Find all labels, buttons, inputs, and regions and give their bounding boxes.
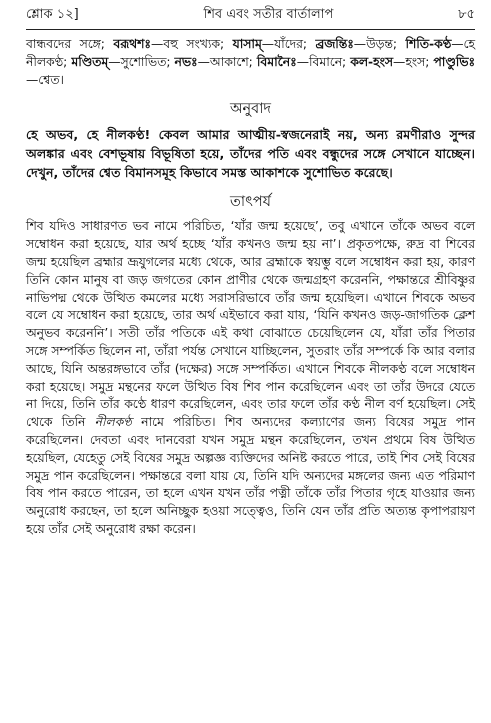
synonym-run: নভঃ <box>174 54 198 69</box>
synonym-run: —বিমানে; <box>296 54 351 69</box>
synonym-run: —শ্বেত। <box>26 72 64 87</box>
chapter-running-title: শিব এবং সতীর বার্তালাপ <box>203 7 334 22</box>
synonym-run: —সুশোভিত; <box>108 54 175 69</box>
word-synonyms <box>26 36 475 89</box>
synonym-run: —আকাশে; <box>197 54 257 69</box>
synonym-run: যাসাম্ <box>232 37 262 51</box>
synonym-run: —যাঁদের; <box>261 37 316 51</box>
purport-heading: তাৎপর্য <box>229 194 272 211</box>
synonym-run: মণ্ডিতম্ <box>71 54 109 69</box>
translation-heading: অনুবাদ <box>229 101 272 118</box>
synonym-run: —হংস; <box>393 54 434 69</box>
synonym-run: কল-হংস <box>350 54 394 69</box>
synonym-run: —উড়ন্ত; <box>353 37 406 51</box>
page-content <box>26 36 475 539</box>
synonym-run: পাণ্ডুভিঃ <box>433 54 475 69</box>
purport-run: নামে পরিচিত। শিব অন্যদের কল্যাণের জন্য বিষের সমুদ্র পান করেছিলেন। দেবতা এবং দানবেরা যখন সমুদ্র মন্থন করেছিলেন, তখন প্রথমে বিষ উত্থিত হয়েছিল, যেহেতু সেই বিষের সমুদ্র অল্পজ্ঞ ব্যক্তিদের অনিষ্ট করতে পারে, তাই শিব সেই বিষের সমুদ্র পান করেছিলেন। পক্ষান্তরে বলা যায় যে, তিনি যদি অন্যদের মঙ্গলের জন্য এত পরিমাণ বিষ পান করতে পারেন, তা হলে এখন যখন তাঁর পত্নী তাঁকে তাঁর পিতার গৃহে যাওয়ার জন্য অনুরোধ করছেন, তা হলে অনিচ্ছুক হওয়া সত্ত্বেও, তিনি যেন তাঁর প্রতি অত্যন্ত কৃপাপরায়ণ হয়ে তাঁর সেই অনুরোধ রক্ষা করেন। <box>26 415 475 536</box>
page-number: ৮৫ <box>458 7 475 22</box>
synonym-run: শিতি-কণ্ঠ <box>405 37 452 51</box>
synonym-run: বরূথশঃ <box>113 37 151 51</box>
synonym-run: বান্ধবদের সঙ্গে; <box>26 37 114 51</box>
synonym-run: ব্রজন্তিঃ <box>315 37 354 51</box>
verse-reference: শ্লোক ১২] <box>26 7 79 22</box>
synonym-run: বিমানৈঃ <box>256 54 297 69</box>
purport-text <box>26 218 475 538</box>
purport-run: শিব যদিও সাধারণত ভব নামে পরিচিত, ‘যাঁর জন্ম হয়েছে’, তবু এখানে তাঁকে অভব বলে সম্বোধন করা হয়েছে, যার অর্থ হচ্ছে ‘যাঁর কখনও জন্ম হয় না’। প্রকৃতপক্ষে, রুদ্র বা শিবের জন্ম হয়েছিল ব্রহ্মার ভ্রূযুগলের মধ্যে থেকে, আর ব্রহ্মাকে স্বয়ম্ভু বলে সম্বোধন করা হয়, কারণ তিনি কোন মানুষ বা জড় জগতের কোন প্রাণীর থেকে জন্মগ্রহণ করেননি, পক্ষান্তরে শ্রীবিষ্ণুর নাভিপদ্ম থেকে উত্থিত কমলের মধ্যে সরাসরিভাবে তাঁর জন্ম হয়েছিল। এখানে শিবকে অভব বলে যে সম্বোধন করা হয়েছে, তার অর্থ এইভাবে করা যায়, ‘যিনি কখনও জড়-জাগতিক ক্লেশ অনুভব করেননি’। সতী তাঁর পতিকে এই কথা বোঝাতে চেয়েছিলেন যে, যাঁরা তাঁর পিতার সঙ্গে সম্পর্কিত ছিলেন না, তাঁরা পর্যন্ত সেখানে যাচ্ছিলেন, সুতরাং তাঁর সম্পর্কে কি আর বলার আছে, যিনি অন্তরঙ্গভাবে তাঁর (দক্ষের) সঙ্গে সম্পর্কিত। এখানে শিবকে নীলকণ্ঠ বলে সম্বোধন করা হয়েছে। সমুদ্র মন্থনের ফলে উত্থিত বিষ শিব পান করেছিলেন এবং তা তাঁর উদরে যেতে না দিয়ে, তিনি তাঁর কণ্ঠে ধারণ করেছিলেন, এবং তার ফলে তাঁর কণ্ঠ নীল বর্ণ হয়েছিল। সেই থেকে তিনি <box>26 219 475 430</box>
synonym-run: —হে নীলকণ্ঠ; <box>26 37 475 69</box>
translation-text: হে অভব, হে নীলকণ্ঠ! কেবল আমার আত্মীয়-স্বজনেরাই নয়, অন্য রমণীরাও সুন্দর অলঙ্কার এবং বেশভূষায় বিভূষিতা হয়ে, তাঁদের পতি এবং বন্ধুদের সঙ্গে সেখানে যাচ্ছেন। দেখুন, তাঁদের শ্বেত বিমানসমূহ কিভাবে সমস্ত আকাশকে সুশোভিত করেছে। <box>26 127 475 181</box>
page-header <box>26 4 475 26</box>
purport-run: নীলকণ্ঠ <box>94 415 132 430</box>
header-divider <box>26 29 475 30</box>
synonym-run: —বহু সংখ্যক; <box>150 37 233 51</box>
